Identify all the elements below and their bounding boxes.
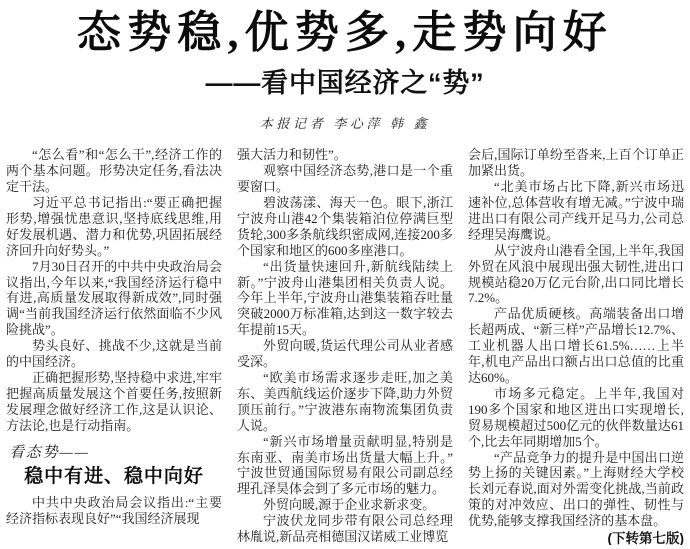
paragraph: 碧波荡漾、海天一色。眼下,浙江宁波舟山港42个集装箱泊位停满巨型货轮,300多条航线织密成网,连接200多个国家和地区的600多座港口。 — [237, 195, 453, 258]
paragraph: 观察中国经济态势,港口是一个重要窗口。 — [237, 163, 453, 195]
column-right — [468, 147, 684, 545]
paragraph: “怎么看”和“怎么干”,经济工作的两个基本问题。形势决定任务,看法决定干法。 — [6, 147, 222, 195]
article-header — [0, 0, 690, 132]
column-left — [6, 147, 222, 545]
section-kicker: 看态势—— — [9, 444, 90, 461]
paragraph: 产品优质硬核。高端装备出口增长超两成、“新三样”产品增长12.7%、工业机器人出口增长61.5%……上半年,机电产品出口额占出口总值的比重达60%。 — [468, 306, 684, 385]
paragraph: 正确把握形势,坚持稳中求进,牢牢把握高质量发展这个首要任务,按照新发展理念做好经济工作,这是认识论、方法论,也是行动指南。 — [6, 369, 222, 433]
paragraph: 势头良好、挑战不少,这就是当前的中国经济。 — [6, 338, 222, 370]
paragraph: 宁波伏龙同步带有限公司总经理林胤说,新品亮相德国汉诺威工业博览 — [237, 513, 453, 545]
continuation-note: (下转第七版) — [607, 531, 684, 546]
paragraph: 习近平总书记指出:“要正确把握形势,增强忧患意识,坚持底线思维,用好发展机遇、潜力和优势,巩固拓展经济回升向好势头。” — [6, 195, 222, 258]
paragraph: 外贸向暖,货运代理公司从业者感受深。 — [237, 338, 453, 370]
paragraph-continuation: 强大活力和韧性”。 — [237, 147, 347, 163]
paragraph: 从宁波舟山港看全国,上半年,我国外贸在风浪中展现出强大韧性,进出口规模站稳20万亿元台阶,出口同比增长7.2%。 — [468, 242, 684, 306]
paragraph: “欧美市场需求逐步走旺,加之美东、美西航线运价逐步下降,助力外贸顶压前行。”宁波港东南物流集团负责人说。 — [237, 369, 453, 433]
paragraph: “出货量快速回升,新航线陆续上新。”宁波舟山港集团相关负责人说。今年上半年,宁波舟山港集装箱吞吐量突破2000万标准箱,达到这一数字较去年提前15天。 — [237, 258, 453, 338]
paragraph: “北美市场占比下降,新兴市场迅速补位,总体营收有增无减。”宁波中瑞进出口有限公司产线开足马力,公司总经理吴海鹰说。 — [468, 179, 684, 242]
article-byline: 本报记者 李心萍 韩 鑫 — [259, 116, 431, 132]
paragraph: 外贸向暖,源于企业求新求变。 — [263, 497, 436, 513]
article-title: 态势稳,优势多,走势向好 — [77, 8, 613, 57]
paragraph: 中共中央政治局会议指出:“主要经济指标表现良好”“我国经济展现 — [6, 495, 222, 527]
article-body — [0, 147, 690, 545]
section-heading: 稳中有进、稳中向好 — [24, 465, 204, 487]
column-middle — [237, 147, 453, 545]
paragraph-continuation: 会后,国际订单纷至沓来,上百个订单正加紧出货。 — [468, 147, 684, 179]
paragraph: “新兴市场增量贡献明显,特别是东南亚、南美市场出货量大幅上升。”宁波世贸通国际贸易有限公司副总经理孔泽昊体会到了多元市场的魅力。 — [237, 433, 453, 497]
article-subtitle: ——看中国经济之“势” — [205, 67, 485, 98]
paragraph: “产品竞争力的提升是中国出口逆势上扬的关键因素。”上海财经大学校长刘元春说,面对外需变化挑战,当前政策的对冲效应、出口的弹性、韧性与优势,能够支撑我国经济的基本盘。 — [468, 449, 684, 529]
paragraph: 市场多元稳定。上半年,我国对190多个国家和地区进出口实现增长,贸易规模超过500亿元的伙伴数量达61个,比去年同期增加5个。 — [468, 385, 684, 449]
paragraph: 7月30日召开的中共中央政治局会议指出,今年以来,“我国经济运行稳中有进,高质量发展取得新成效”,同时强调“当前我国经济运行依然面临不少风险挑战”。 — [6, 258, 222, 338]
